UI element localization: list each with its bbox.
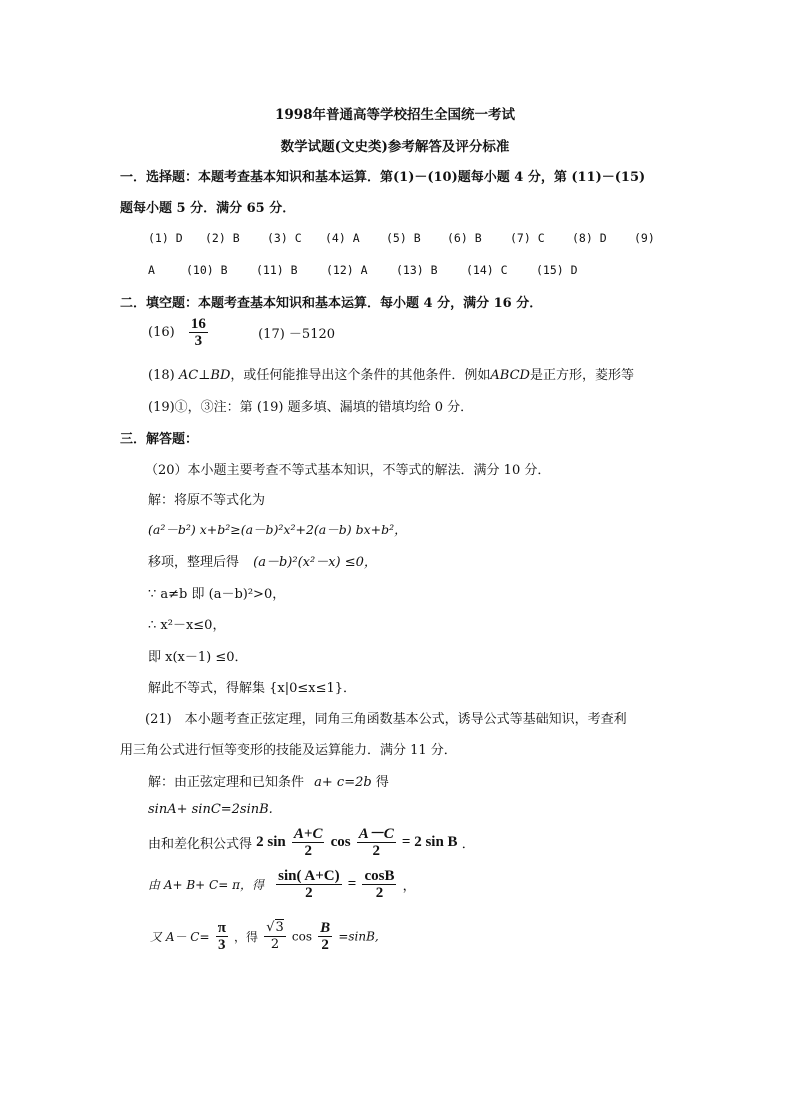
- q21-line2-text: 由和差化积公式得: [148, 837, 253, 852]
- q20-line1: (a²－b²) x+b²≥(a－b)²x²+2(a－b) bx+b²，: [148, 522, 407, 537]
- answer-16-17: [148, 316, 335, 349]
- q21-line2-pre: 2 sin: [256, 834, 286, 850]
- q21-intro-line1: (21) 本小题考查正弦定理，同角三角函数基本公式，诱导公式等基础知识，考查利: [145, 712, 627, 727]
- answer-12: (12) A: [326, 263, 368, 277]
- q16-denominator: 3: [194, 333, 203, 349]
- q21-line4-frac2: [264, 920, 286, 953]
- q20-line2-text: 移项，整理后得: [148, 555, 240, 570]
- section1-heading-line2: 题每小题 5 分．满分 65 分．: [120, 201, 296, 216]
- q21-line3-frac1-num: sin( A+C): [278, 868, 340, 884]
- q21-line4-end: =sinB,: [338, 929, 379, 944]
- answer-7: (7) C: [510, 231, 545, 245]
- sqrt-radicand: 3: [275, 920, 284, 935]
- q21-line2-frac1-den: 2: [304, 843, 312, 859]
- q21-line2-frac2-den: 2: [372, 843, 380, 859]
- q21-line3-eq: =: [347, 876, 357, 892]
- section1-heading-line1: 一．选择题：本题考查基本知识和基本运算．第(1)－(10)题每小题 4 分，第 (11)－(15): [120, 170, 646, 185]
- q21-line3-frac2: [362, 868, 396, 901]
- page-title: 1998年普通高等学校招生全国统一考试: [274, 107, 516, 123]
- answer-10: (10) B: [186, 263, 228, 277]
- q21-line3-frac1: [276, 868, 341, 901]
- q16-numerator: 16: [190, 316, 206, 332]
- q21-line4-cos: cos: [291, 929, 313, 944]
- q16-label: (16): [148, 325, 175, 340]
- q18-math: AC⊥BD: [178, 368, 231, 383]
- answers-row-2: [148, 263, 578, 277]
- q21-line4-frac2-den: 2: [270, 937, 280, 952]
- page-subtitle: 数学试题(文史类)参考解答及评分标准: [280, 139, 510, 155]
- q20-line4: ∴ x²－x≤0，: [148, 618, 226, 633]
- answer-18: [148, 364, 634, 383]
- q17-answer: (17) －5120: [258, 327, 336, 342]
- q21-line3-frac1-den: 2: [305, 885, 313, 901]
- q20-line3: ∵ a≠b 即 (a－b)²>0，: [148, 587, 286, 602]
- answer-3: (3) C: [267, 231, 302, 245]
- q18-text2: 是正方形，菱形等: [529, 368, 634, 383]
- q18-label: (18): [148, 368, 175, 383]
- q21-solution-text: 解：由正弦定理和已知条件: [148, 775, 305, 790]
- q21-line4-text: 又 A－ C=: [150, 930, 210, 944]
- answer-9-value: A: [148, 263, 155, 277]
- q21-line2-frac1: [292, 826, 325, 859]
- q21-line2-mid: cos: [330, 834, 351, 850]
- section2-heading: 二．填空题：本题考查基本知识和基本运算．每小题 4 分，满分 16 分．: [120, 296, 543, 311]
- q21-line2: [148, 826, 475, 859]
- answer-11: (11) B: [256, 263, 298, 277]
- q21-solution-math: a+ c=2b: [314, 775, 372, 790]
- q21-line1: sinA+ sinC=2sinB.: [148, 802, 273, 817]
- answers-row-1: [148, 231, 655, 245]
- answer-1: (1) D: [148, 231, 183, 245]
- sqrt-symbol: √3: [266, 920, 284, 935]
- answer-15: (15) D: [536, 263, 578, 277]
- q21-line4-frac3: [318, 920, 332, 953]
- q21-line4-frac1-den: 3: [218, 937, 226, 953]
- answer-8: (8) D: [572, 231, 607, 245]
- q21-line4: [150, 920, 379, 953]
- q21-solution: [148, 771, 389, 790]
- q16-fraction: [189, 316, 208, 349]
- q20-line2: [148, 551, 377, 570]
- q18-text1: ，或任何能推导出这个条件的其他条件．例如: [230, 368, 491, 383]
- q21-line2-frac2-num: A－C: [358, 826, 394, 842]
- answer-19: (19)①，③注：第 (19) 题多填、漏填的错填均给 0 分．: [148, 400, 474, 415]
- answer-2: (2) B: [205, 231, 240, 245]
- q21-line4-frac1-num: π: [217, 920, 226, 936]
- q21-line2-frac2: [357, 826, 396, 859]
- q21-line3-frac2-num: cosB: [364, 868, 395, 884]
- q21-intro-line2: 用三角公式进行恒等变形的技能及运算能力．满分 11 分．: [120, 743, 457, 758]
- q21-line3: [148, 868, 416, 901]
- section3-heading: 三．解答题：: [120, 432, 199, 447]
- q20-line5: 即 x(x－1) ≤0．: [148, 650, 248, 665]
- q21-line2-end: ．: [461, 837, 475, 852]
- answer-13: (13) B: [396, 263, 438, 277]
- q21-line3-text: 由 A+ B+ C= π，得: [148, 878, 264, 892]
- q21-line4-mid: ，得: [234, 930, 259, 944]
- answer-6: (6) B: [447, 231, 482, 245]
- q21-line4-frac2-num: [264, 920, 286, 937]
- q20-line2-math: (a－b)²(x²－x) ≤0，: [253, 555, 377, 570]
- q21-line4-frac3-den: 2: [321, 937, 329, 953]
- q21-line3-end: ，: [402, 879, 416, 894]
- answer-5: (5) B: [386, 231, 421, 245]
- q21-solution-tail: 得: [375, 775, 389, 790]
- answer-9-label: (9): [634, 231, 655, 245]
- q21-line2-frac1-num: A+C: [293, 826, 323, 842]
- q21-line4-frac3-num: B: [320, 920, 331, 936]
- q21-line2-post: = 2 sin B: [401, 834, 458, 850]
- answer-4: (4) A: [325, 231, 360, 245]
- q18-math2: ABCD: [490, 368, 530, 383]
- answer-14: (14) C: [466, 263, 508, 277]
- q20-line6: 解此不等式，得解集 {x|0≤x≤1}．: [148, 681, 357, 696]
- q20-intro: （20）本小题主要考查不等式基本知识，不等式的解法．满分 10 分．: [145, 463, 551, 478]
- q21-line3-frac2-den: 2: [375, 885, 384, 901]
- q20-solution: 解：将原不等式化为: [148, 493, 266, 508]
- q21-line4-frac1: [216, 920, 228, 953]
